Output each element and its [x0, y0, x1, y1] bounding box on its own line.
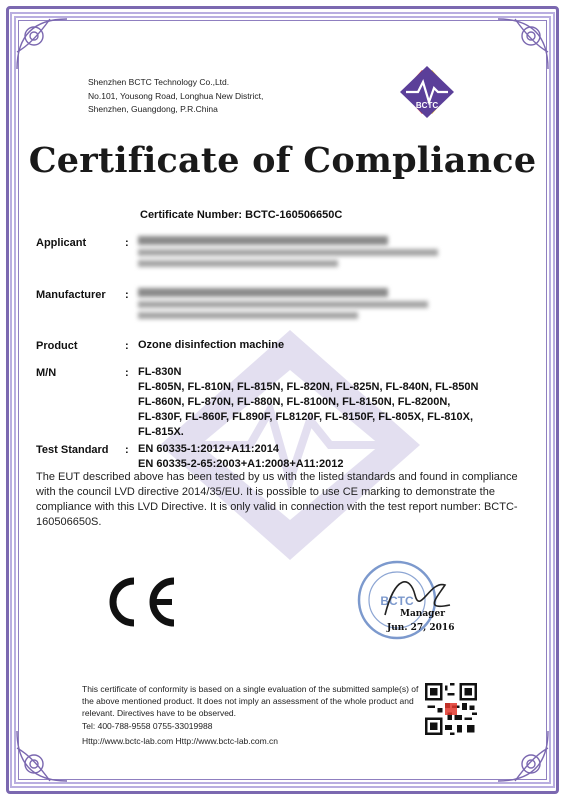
manufacturer-colon: :	[125, 289, 129, 301]
issuer-address-line1: No.101, Yousong Road, Longhua New District,	[88, 90, 264, 101]
corner-ornament-top-left	[12, 14, 72, 74]
model-number-line: FL-830F, FL-860F, FL890F, FL8120F, FL-8150F, FL-805X, FL-810X,	[138, 411, 473, 423]
product-value: Ozone disinfection machine	[138, 339, 285, 351]
issuer-address-line2: Shenzhen, Guangdong, P.R.China	[88, 104, 218, 114]
corner-ornament-bottom-right	[493, 726, 553, 786]
applicant-label: Applicant	[36, 237, 87, 249]
test-standard-line: EN 60335-1:2012+A11:2014	[138, 443, 279, 455]
product-label: Product	[36, 340, 78, 352]
certificate-title: Certificate of Compliance	[28, 140, 537, 181]
corner-ornament-bottom-left	[12, 726, 72, 786]
model-number-colon: :	[125, 367, 129, 379]
applicant-colon: :	[125, 237, 129, 249]
qr-code	[425, 683, 477, 735]
corner-ornament-top-right	[493, 14, 553, 74]
test-standard-colon: :	[125, 444, 129, 456]
issuer-name: Shenzhen BCTC Technology Co.,Ltd.	[88, 77, 230, 87]
certificate-number: Certificate Number: BCTC-160506650C	[140, 209, 343, 221]
model-number-list	[138, 365, 478, 440]
issuer-block	[88, 76, 263, 117]
disclaimer-text: This certificate of conformity is based on a single evaluation of the submitted sample(s) of the above mentioned product. It does not imply an assessment of the whole product and relevant. Directives have to be observed.	[82, 684, 419, 718]
contact-websites: Http://www.bctc-lab.com Http://www.bctc-lab.com.cn	[82, 736, 279, 746]
test-standard-list	[138, 442, 344, 472]
manufacturer-redacted	[138, 288, 428, 319]
compliance-statement: The EUT described above has been tested by us with the listed standards and found in compliance with the council LVD directive 2014/35/EU. It is possible to use CE marking to demonstrate the compliance with this LVD Directive. It is only valid in connection with the test report number: BCTC-160506650S.	[36, 471, 518, 528]
model-number-line: FL-860N, FL-870N, FL-880N, FL-8100N, FL-8150N, FL-8200N,	[138, 396, 451, 408]
model-number-line: FL-805N, FL-810N, FL-815N, FL-820N, FL-825N, FL-840N, FL-850N	[138, 381, 479, 393]
product-colon: :	[125, 340, 129, 352]
model-number-line: FL-830N	[138, 366, 182, 378]
model-number-label: M/N	[36, 367, 57, 379]
svg-text:BCTC: BCTC	[380, 594, 414, 608]
contact-phone: Tel: 400-788-9558 0755-33019988	[82, 721, 213, 731]
test-standard-label: Test Standard	[36, 444, 109, 456]
logo-text: BCTC	[415, 101, 439, 110]
signatory-role: Manager	[400, 609, 445, 619]
signature-date: Jun. 27, 2016	[387, 623, 455, 633]
model-number-line: FL-815X.	[138, 426, 184, 438]
bctc-logo	[382, 58, 472, 126]
manufacturer-label: Manufacturer	[36, 289, 106, 301]
ce-mark	[100, 575, 180, 629]
test-standard-line: EN 60335-2-65:2003+A1:2008+A11:2012	[138, 458, 344, 470]
applicant-redacted	[138, 236, 438, 267]
